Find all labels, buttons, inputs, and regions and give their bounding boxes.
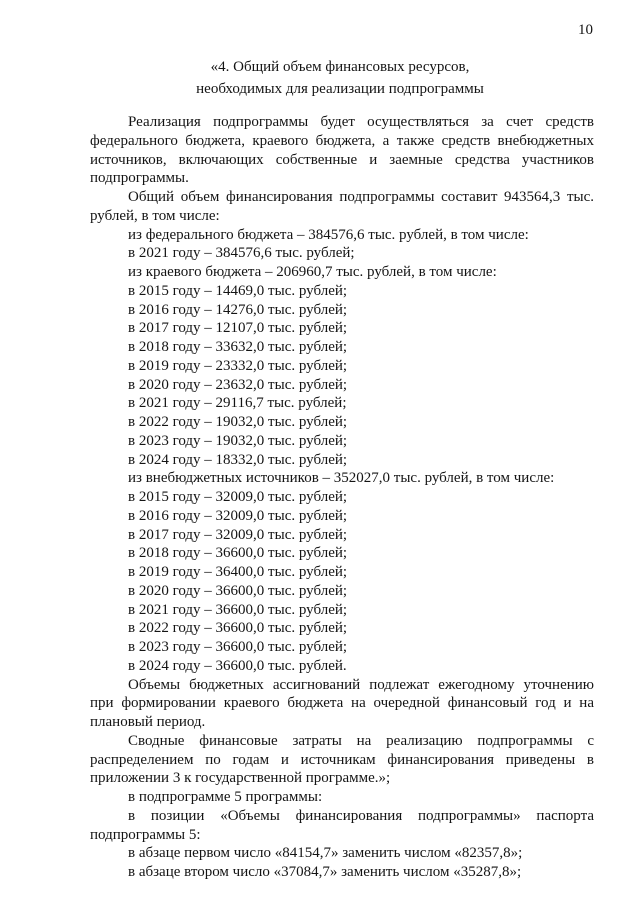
list-item: в 2021 году – 384576,6 тыс. рублей;	[128, 245, 355, 262]
federal-budget-list	[90, 244, 594, 263]
list-item: в 2018 году – 33632,0 тыс. рублей;	[128, 339, 348, 355]
regional-budget-list	[90, 282, 594, 470]
page-number: 10	[578, 22, 593, 38]
list-item: в 2023 году – 19032,0 тыс. рублей;	[128, 432, 348, 449]
list-item: в 2022 году – 19032,0 тыс. рублей;	[128, 414, 348, 430]
paragraph-total-funding: Общий объем финансирования подпрограммы составит 943564,3 тыс. рублей, в том числе:	[90, 189, 594, 224]
list-item: в 2022 году – 36600,0 тыс. рублей;	[128, 620, 348, 637]
list-item: в 2020 году – 23632,0 тыс. рублей;	[128, 376, 348, 393]
paragraph-funding-sources: Реализация подпрограммы будет осуществляться за счет средств федерального бюджета, краевого бюджета, а также средств внебюджетных источников, включающих собственные и заемные средства участников подпрограммы.	[90, 114, 594, 187]
list-item: в 2024 году – 36600,0 тыс. рублей.	[128, 657, 347, 674]
extra-budget-intro: из внебюджетных источников – 352027,0 тыс. рублей, в том числе:	[128, 470, 555, 487]
list-item: в 2017 году – 32009,0 тыс. рублей;	[128, 526, 348, 543]
heading-line-2: необходимых для реализации подпрограммы	[196, 81, 484, 97]
document-body	[90, 113, 594, 882]
extra-budget-list	[90, 488, 594, 676]
paragraph-second-amendment: в абзаце втором число «37084,7» заменить числом «35287,8»;	[128, 864, 522, 880]
list-item: в 2016 году – 32009,0 тыс. рублей;	[128, 507, 348, 524]
list-item: в 2024 году – 18332,0 тыс. рублей;	[128, 451, 348, 468]
list-item: в 2023 году – 36600,0 тыс. рублей;	[128, 639, 348, 655]
paragraph-first-amendment: в абзаце первом число «84154,7» заменить числом «82357,8»;	[128, 845, 523, 862]
paragraph-budget-adjustment: Объемы бюджетных ассигнований подлежат ежегодному уточнению при формировании краевого бюджета на очередной финансовый год и на плановый период.	[90, 676, 594, 730]
list-item: в 2017 году – 12107,0 тыс. рублей;	[128, 320, 348, 337]
list-item: в 2020 году – 36600,0 тыс. рублей;	[128, 582, 348, 599]
regional-budget-intro: из краевого бюджета – 206960,7 тыс. рублей, в том числе:	[128, 264, 497, 280]
federal-budget-intro: из федерального бюджета – 384576,6 тыс. рублей, в том числе:	[128, 226, 529, 243]
list-item: в 2016 году – 14276,0 тыс. рублей;	[128, 301, 348, 318]
list-item: в 2019 году – 23332,0 тыс. рублей;	[128, 357, 348, 374]
list-item: в 2021 году – 29116,7 тыс. рублей;	[128, 395, 347, 412]
list-item: в 2015 году – 32009,0 тыс. рублей;	[128, 489, 348, 505]
list-item: в 2018 году – 36600,0 тыс. рублей;	[128, 545, 348, 562]
list-item: в 2015 году – 14469,0 тыс. рублей;	[128, 282, 348, 299]
paragraph-passport-position: в позиции «Объемы финансирования подпрограммы» паспорта подпрограммы 5:	[90, 807, 594, 843]
section-heading	[90, 56, 590, 100]
paragraph-summary-costs: Сводные финансовые затраты на реализацию подпрограммы с распределением по годам и источникам финансирования приведены в приложении 3 к государственной программе.»;	[90, 732, 594, 787]
paragraph-subprogram-5: в подпрограмме 5 программы:	[128, 789, 323, 805]
list-item: в 2019 году – 36400,0 тыс. рублей;	[128, 564, 348, 580]
heading-line-1: «4. Общий объем финансовых ресурсов,	[210, 59, 470, 75]
list-item: в 2021 году – 36600,0 тыс. рублей;	[128, 601, 348, 618]
